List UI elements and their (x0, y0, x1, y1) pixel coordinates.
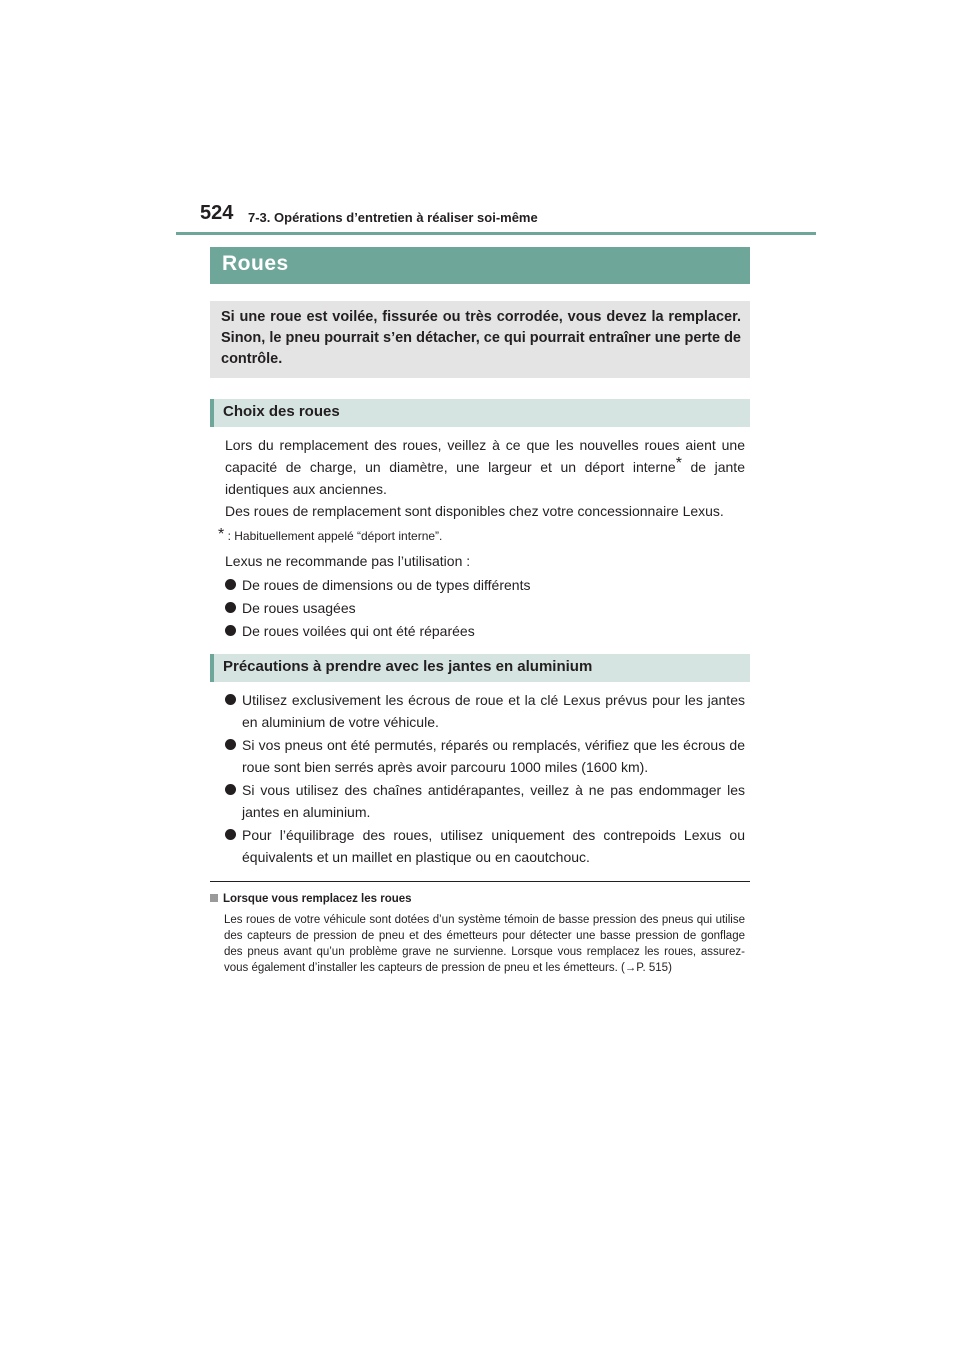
bullet-icon (225, 579, 236, 590)
intro-text: Si une roue est voilée, fissurée ou très corrodée, vous devez la remplacer. Sinon, le pneu pourrait s’en détacher, ce qui pourrait entraîner une perte de contrôle. (221, 309, 741, 367)
footnote (218, 526, 442, 544)
section-heading-label: Précautions à prendre avec les jantes en aluminium (223, 658, 593, 675)
bullet-icon (225, 739, 236, 750)
note-heading (210, 893, 412, 905)
note-heading-text: Lorsque vous remplacez les roues (223, 893, 412, 905)
paragraph-text: Lors du remplacement des roues, veillez à ce que les nouvelles roues aient une capacité de charge, un diamètre, une largeur et un déport interne (225, 437, 745, 475)
list-item-text: Si vous utilisez des chaînes antidérapantes, veillez à ne pas endommager les jantes en aluminium. (242, 782, 745, 820)
section-heading-choix (210, 399, 750, 427)
section-heading-precautions (210, 654, 750, 682)
paragraph-replacement (225, 434, 745, 500)
section-heading-label: Choix des roues (223, 403, 340, 420)
divider (210, 881, 750, 882)
bullet-icon (225, 694, 236, 705)
bullet-icon (225, 625, 236, 636)
section-accent (210, 654, 214, 682)
list-item-text: De roues usagées (242, 600, 356, 616)
paragraph-recommendation: Lexus ne recommande pas l’utilisation : (225, 553, 471, 569)
footnote-marker: * (675, 455, 682, 472)
section-accent (210, 399, 214, 427)
breadcrumb: 7-3. Opérations d’entretien à réaliser soi-même (248, 210, 538, 225)
list-item-text: Utilisez exclusivement les écrous de roue et la clé Lexus prévus pour les jantes en aluminium de votre véhicule. (242, 692, 745, 730)
note-body: Les roues de votre véhicule sont dotées d’un système témoin de basse pression des pneus qui utilise des capteurs de pression de pneu et des émetteurs pour détecter une basse pression de gonflage des pneus avant qu’un problème grave ne survienne. Lorsque vous remplacez les roues, assurez-vous également d’installer les capteurs de pression de pneu et les émetteurs. (→P. 515) (224, 914, 745, 974)
bullet-icon (225, 829, 236, 840)
page-number: 524 (200, 202, 234, 224)
footnote-marker: * (218, 526, 225, 543)
paragraph-text: de jante identiques aux anciennes. (225, 459, 745, 497)
list-item-text: Pour l’équilibrage des roues, utilisez uniquement des contrepoids Lexus ou équivalents et un maillet en plastique ou en caoutchouc. (242, 827, 745, 865)
list-item-text: Si vos pneus ont été permutés, réparés ou remplacés, vérifiez que les écrous de roue sont bien serrés après avoir parcouru 1000 miles (1600 km). (242, 737, 745, 775)
header-rule (176, 232, 816, 235)
list-item-text: De roues de dimensions ou de types différents (242, 577, 531, 593)
intro-box (210, 301, 750, 378)
square-bullet-icon (210, 894, 218, 902)
bullet-icon (225, 602, 236, 613)
footnote-text: : Habituellement appelé “déport interne”. (227, 529, 443, 543)
paragraph-dealer: Des roues de remplacement sont disponibles chez votre concessionnaire Lexus. (225, 503, 724, 519)
title-bar (210, 247, 750, 284)
bullet-icon (225, 784, 236, 795)
page-title: Roues (222, 252, 289, 275)
list-item-text: De roues voilées qui ont été réparées (242, 623, 475, 639)
